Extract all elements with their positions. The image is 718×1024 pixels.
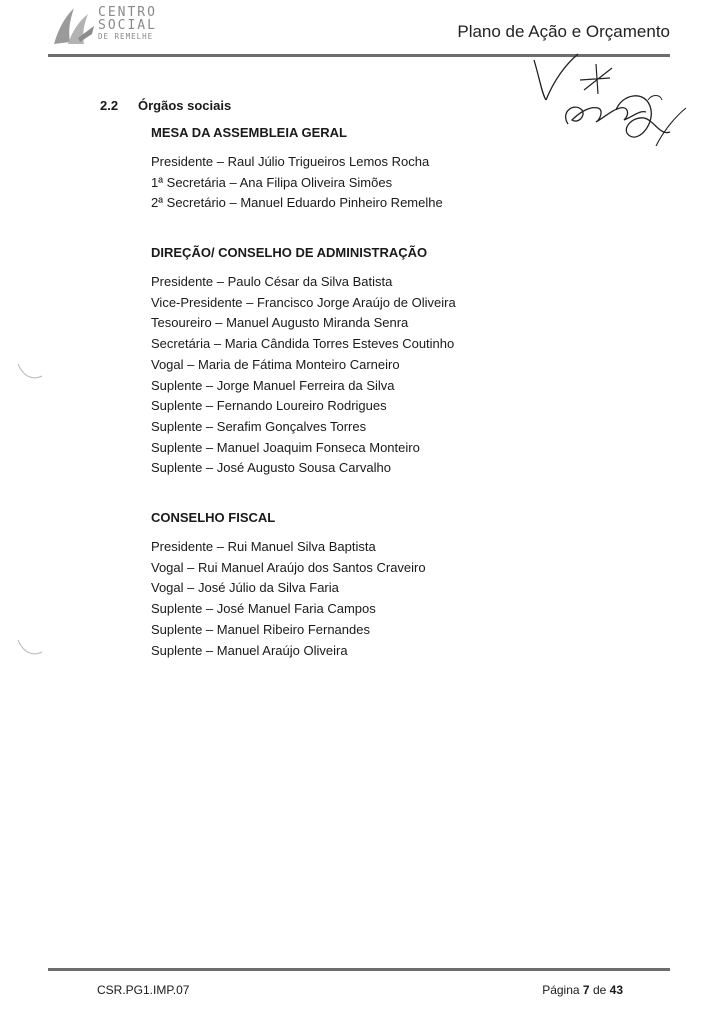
logo-line-2: SOCIAL bbox=[98, 18, 157, 33]
member-item: Vice-Presidente – Francisco Jorge Araújo de Oliveira bbox=[151, 294, 456, 310]
member-item: Presidente – Raul Júlio Trigueiros Lemos Rocha bbox=[151, 154, 430, 169]
group-title: CONSELHO FISCAL bbox=[151, 510, 276, 525]
member-item: Suplente – Jorge Manuel Ferreira da Silva bbox=[151, 377, 395, 393]
organization-logo bbox=[48, 4, 198, 48]
document-code: CSR.PG1.IMP.07 bbox=[97, 983, 190, 997]
punch-hole-icon bbox=[14, 360, 44, 384]
handwritten-signatures bbox=[520, 50, 690, 160]
member-item: Vogal – José Júlio da Silva Faria bbox=[151, 580, 339, 596]
member-item: Tesoureiro – Manuel Augusto Miranda Senra bbox=[151, 315, 409, 331]
group-general-assembly bbox=[151, 125, 443, 214]
group-board-of-directors bbox=[151, 245, 456, 479]
logo-mark-icon bbox=[48, 4, 98, 48]
page-total: 43 bbox=[609, 983, 623, 997]
member-item: Suplente – Manuel Ribeiro Fernandes bbox=[151, 621, 370, 637]
page-separator: de bbox=[592, 983, 607, 997]
document-title: Plano de Ação e Orçamento bbox=[457, 22, 670, 41]
group-title: DIREÇÃO/ CONSELHO DE ADMINISTRAÇÃO bbox=[151, 245, 428, 260]
member-item: Vogal – Rui Manuel Araújo dos Santos Craveiro bbox=[151, 559, 426, 575]
member-item: 1ª Secretária – Ana Filipa Oliveira Simões bbox=[151, 174, 393, 190]
member-item: Suplente – Manuel Araújo Oliveira bbox=[151, 642, 348, 658]
member-item: Suplente – Fernando Loureiro Rodrigues bbox=[151, 398, 387, 414]
member-item: Suplente – José Manuel Faria Campos bbox=[151, 601, 376, 617]
member-item: Suplente – José Augusto Sousa Carvalho bbox=[151, 460, 391, 476]
member-item: Secretária – Maria Cândida Torres Esteves Coutinho bbox=[151, 336, 455, 352]
member-item: Suplente – Manuel Joaquim Fonseca Monteiro bbox=[151, 439, 420, 455]
punch-hole-icon bbox=[14, 636, 44, 660]
member-item: 2ª Secretário – Manuel Eduardo Pinheiro Remelhe bbox=[151, 195, 443, 211]
page-current: 7 bbox=[582, 983, 590, 997]
logo-line-3: DE REMELHE bbox=[98, 32, 154, 41]
member-item: Presidente – Rui Manuel Silva Baptista bbox=[151, 539, 376, 554]
page-label: Página bbox=[542, 983, 580, 997]
section-title: Órgãos sociais bbox=[138, 98, 232, 113]
group-fiscal-council bbox=[151, 510, 426, 661]
logo-line-1: CENTRO bbox=[98, 5, 157, 20]
group-title: MESA DA ASSEMBLEIA GERAL bbox=[151, 125, 347, 140]
member-item: Vogal – Maria de Fátima Monteiro Carneiro bbox=[151, 356, 400, 372]
member-item: Suplente – Serafim Gonçalves Torres bbox=[151, 418, 367, 434]
page-number bbox=[542, 983, 623, 997]
section-number: 2.2 bbox=[100, 98, 119, 113]
member-item: Presidente – Paulo César da Silva Batista bbox=[151, 274, 393, 289]
footer-divider bbox=[48, 968, 670, 971]
